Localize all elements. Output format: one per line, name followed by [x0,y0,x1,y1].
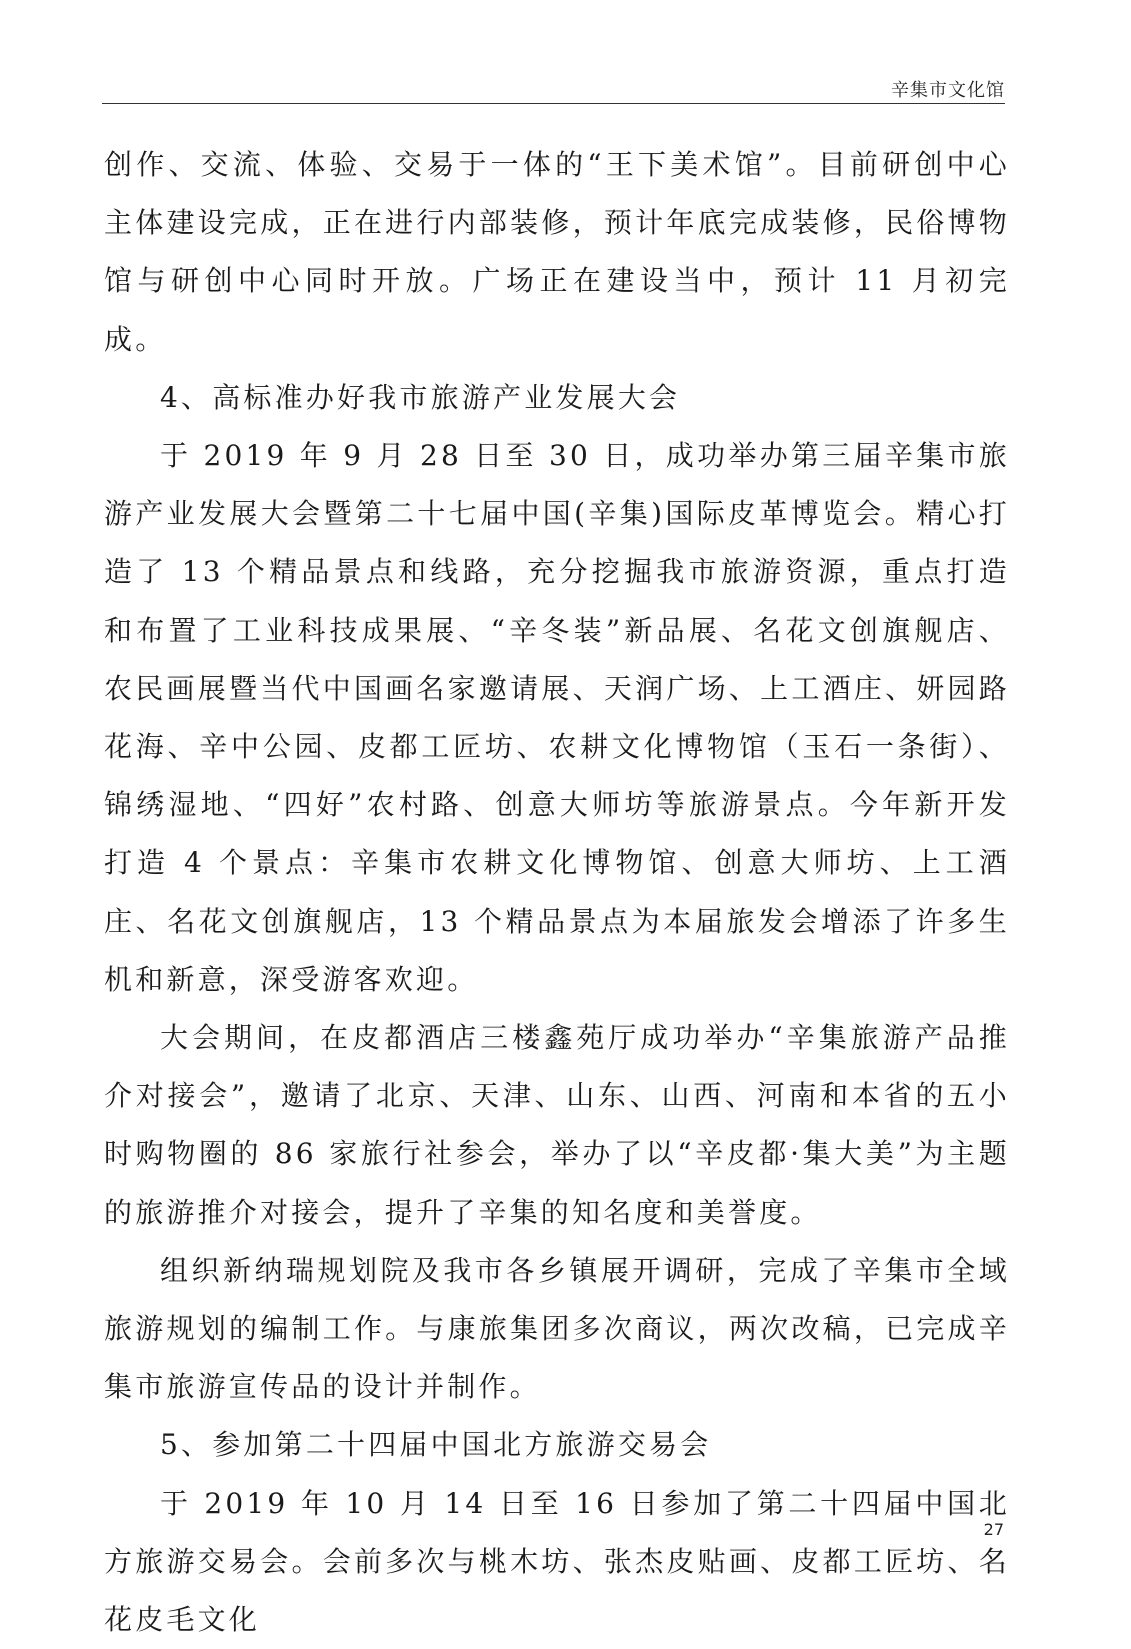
section-heading-4: 4、高标准办好我市旅游产业发展大会 [160,380,681,414]
running-header-title: 辛集市文化馆 [891,80,1005,101]
header-divider [102,103,1005,104]
section-heading-5: 5、参加第二十四届中国北方旅游交易会 [160,1428,712,1462]
paragraph-north-expo: 于 2019 年 10 月 14 日至 16 日参加了第二十四届中国北方旅游交易会。会前多次与桃木坊、张杰皮贴画、皮都工匠坊、名花皮毛文化 [104,1486,1010,1637]
paragraph-tourism-conference: 于 2019 年 9 月 28 日至 30 日，成功举办第三届辛集市旅游产业发展大会暨第二十七届中国(辛集)国际皮革博览会。精心打造了 13 个精品景点和线路，充分挖掘我市旅游资源，重点打造和布置了工业科技成果展、“辛冬装”新品展、名花文创旗舰店、农民画展暨当代中国画名家邀请展、天润广场、上工酒庄、妍园路花海、辛中公园、皮都工匠坊、农耕文化博物馆（玉石一条街）、锦绣湿地、“四好”农村路、创意大师坊等旅游景点。今年新开发打造 4 个景点：辛集市农耕文化博物馆、创意大师坊、上工酒庄、名花文创旗舰店，13 个精品景点为本届旅发会增添了许多生机和新意，深受游客欢迎。 [104,439,1010,996]
paragraph-promotion-meeting: 大会期间，在皮都酒店三楼鑫苑厅成功举办“辛集旅游产品推介对接会”，邀请了北京、天津、山东、山西、河南和本省的五小时购物圈的 86 家旅行社参会，举办了以“辛皮都·集大美”为主题的旅游推介对接会，提升了辛集的知名度和美誉度。 [104,1021,1010,1229]
page-number: 27 [983,1520,1004,1539]
paragraph-tourism-planning: 组织新纳瑞规划院及我市各乡镇展开调研，完成了辛集市全域旅游规划的编制工作。与康旅集团多次商议，两次改稿，已完成辛集市旅游宣传品的设计并制作。 [104,1253,1010,1404]
document-body [104,136,1010,1649]
paragraph-continued: 创作、交流、体验、交易于一体的“王下美术馆”。目前研创中心主体建设完成，正在进行内部装修，预计年底完成装修，民俗博物馆与研创中心同时开放。广场正在建设当中，预计 11 月初完成。 [104,148,1010,356]
